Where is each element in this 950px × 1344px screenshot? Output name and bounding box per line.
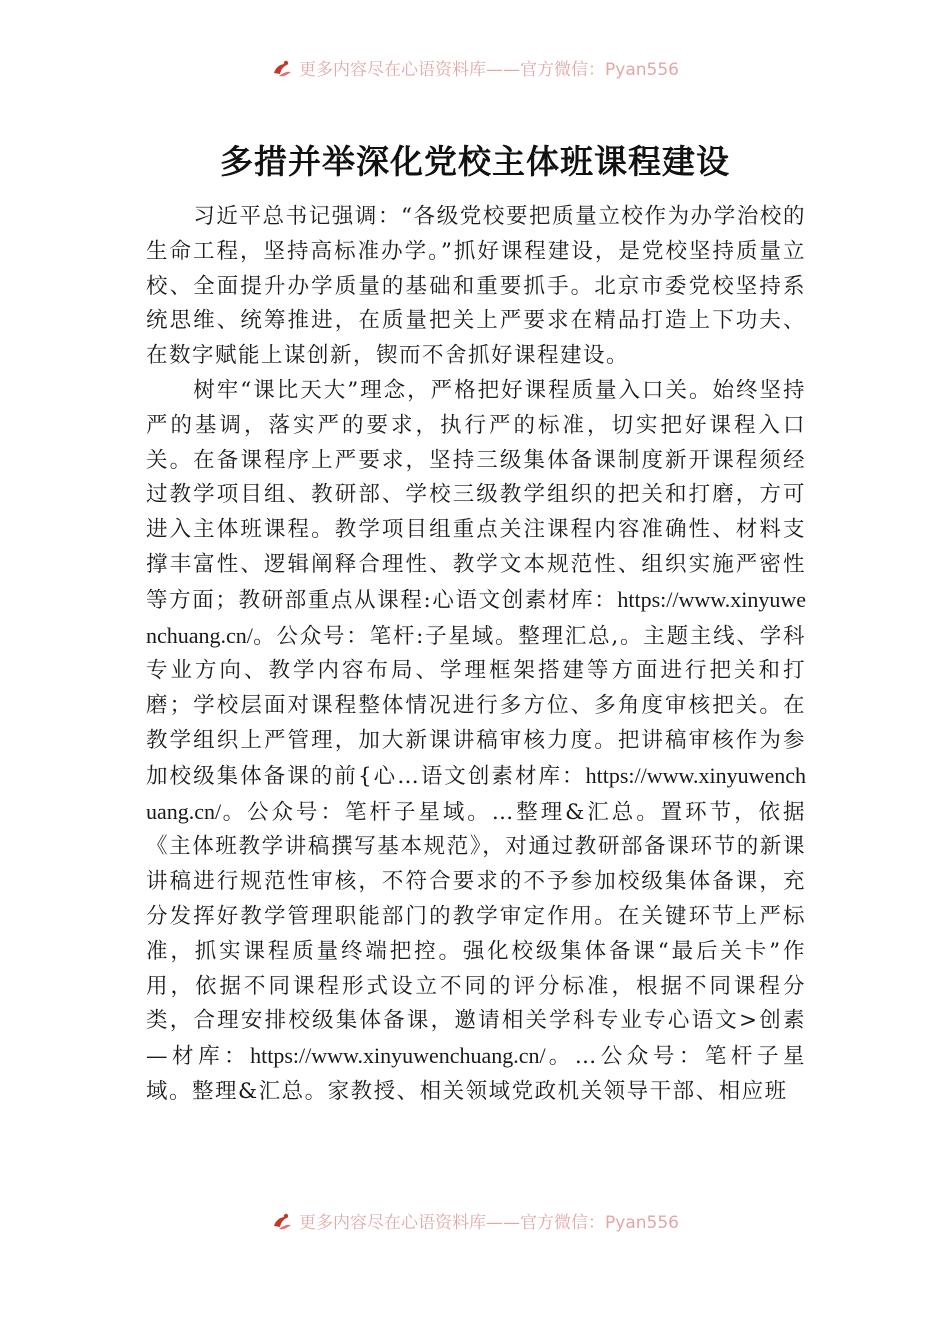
document-title: 多措并举深化党校主体班课程建设	[220, 142, 730, 181]
paragraph-2-part-a: 树牢“课比天大”理念，严格把好课程质量入口关。始终坚持严的基调，落实严的要求，执行严的标准，切实把好课程入口关。在备课程序上严要求，坚持三级集体备课制度新开课程须经过教学项目组、教研部、学校三级教学组织的把关和打磨，方可进入主体班课程。教学项目组重点关注课程内容准确性、材料支撑丰富性、逻辑阐释合理性、教学文本规范性、组织实施严密性等方面；教研部重点从课程:心语文创素材库：	[146, 377, 806, 613]
footer-banner-text: 更多内容尽在心语资料库——官方微信：Pyan556	[299, 1213, 679, 1233]
paragraph-2-part-c: 。公众号：笔杆子星域。…整理&汇总。置环节，依据《主体班教学讲稿撰写基本规范》，对通过教研部备课环节的新课讲稿进行规范性审核，不符合要求的不予参加校级集体备课，充分发挥好教学管理职能部门的教学审定作用。在关键环节上严标准，抓实课程质量终端把控。强化校级集体备课“最后关卡”作用，依据不同课程形式设立不同的评分标准，根据不同课程分类，合理安排校级集体备课，邀请相关学科专业专心语文>创素—材库：	[146, 799, 806, 1070]
resource-link-3: https://www.xinyuwenchuang.cn/	[250, 1043, 546, 1069]
resource-link-1: https://www.xinyuwenchuang.cn/	[146, 586, 806, 648]
header-banner	[0, 58, 950, 82]
logo-icon	[271, 58, 293, 80]
paragraph-2-part-b: 。公众号：笔杆:子星域。整理汇总,。主题主线、学科专业方向、教学内容布局、学理框架搭建等方面进行把关和打磨；学校层面对课程整体情况进行多方位、多角度审核把关。在教学组织上严管理，加大新课讲稿审核力度。把讲稿审核作为参加校级集体备课的前{心…语文创素材库：	[146, 623, 806, 789]
document-body	[146, 200, 806, 1110]
resource-link-2: https://www.xinyuwenchuang.cn/	[146, 762, 806, 824]
logo-icon	[271, 1211, 293, 1233]
paragraph-2	[146, 374, 806, 1110]
paragraph-2-part-d: 。…公众号：笔杆子星域。整理&汇总。家教授、相关领域党政机关领导干部、相应班	[146, 1044, 806, 1104]
footer-banner	[0, 1211, 950, 1235]
paragraph-1: 习近平总书记强调：“各级党校要把质量立校作为办学治校的生命工程，坚持高标准办学。”抓好课程建设，是党校坚持质量立校、全面提升办学质量的基础和重要抓手。北京市委党校坚持系统思维、统筹推进，在质量把关上严要求在精品打造上下功夫、在数字赋能上谋创新，锲而不舍抓好课程建设。	[146, 204, 806, 369]
header-banner-text: 更多内容尽在心语资料库——官方微信：Pyan556	[299, 60, 679, 80]
